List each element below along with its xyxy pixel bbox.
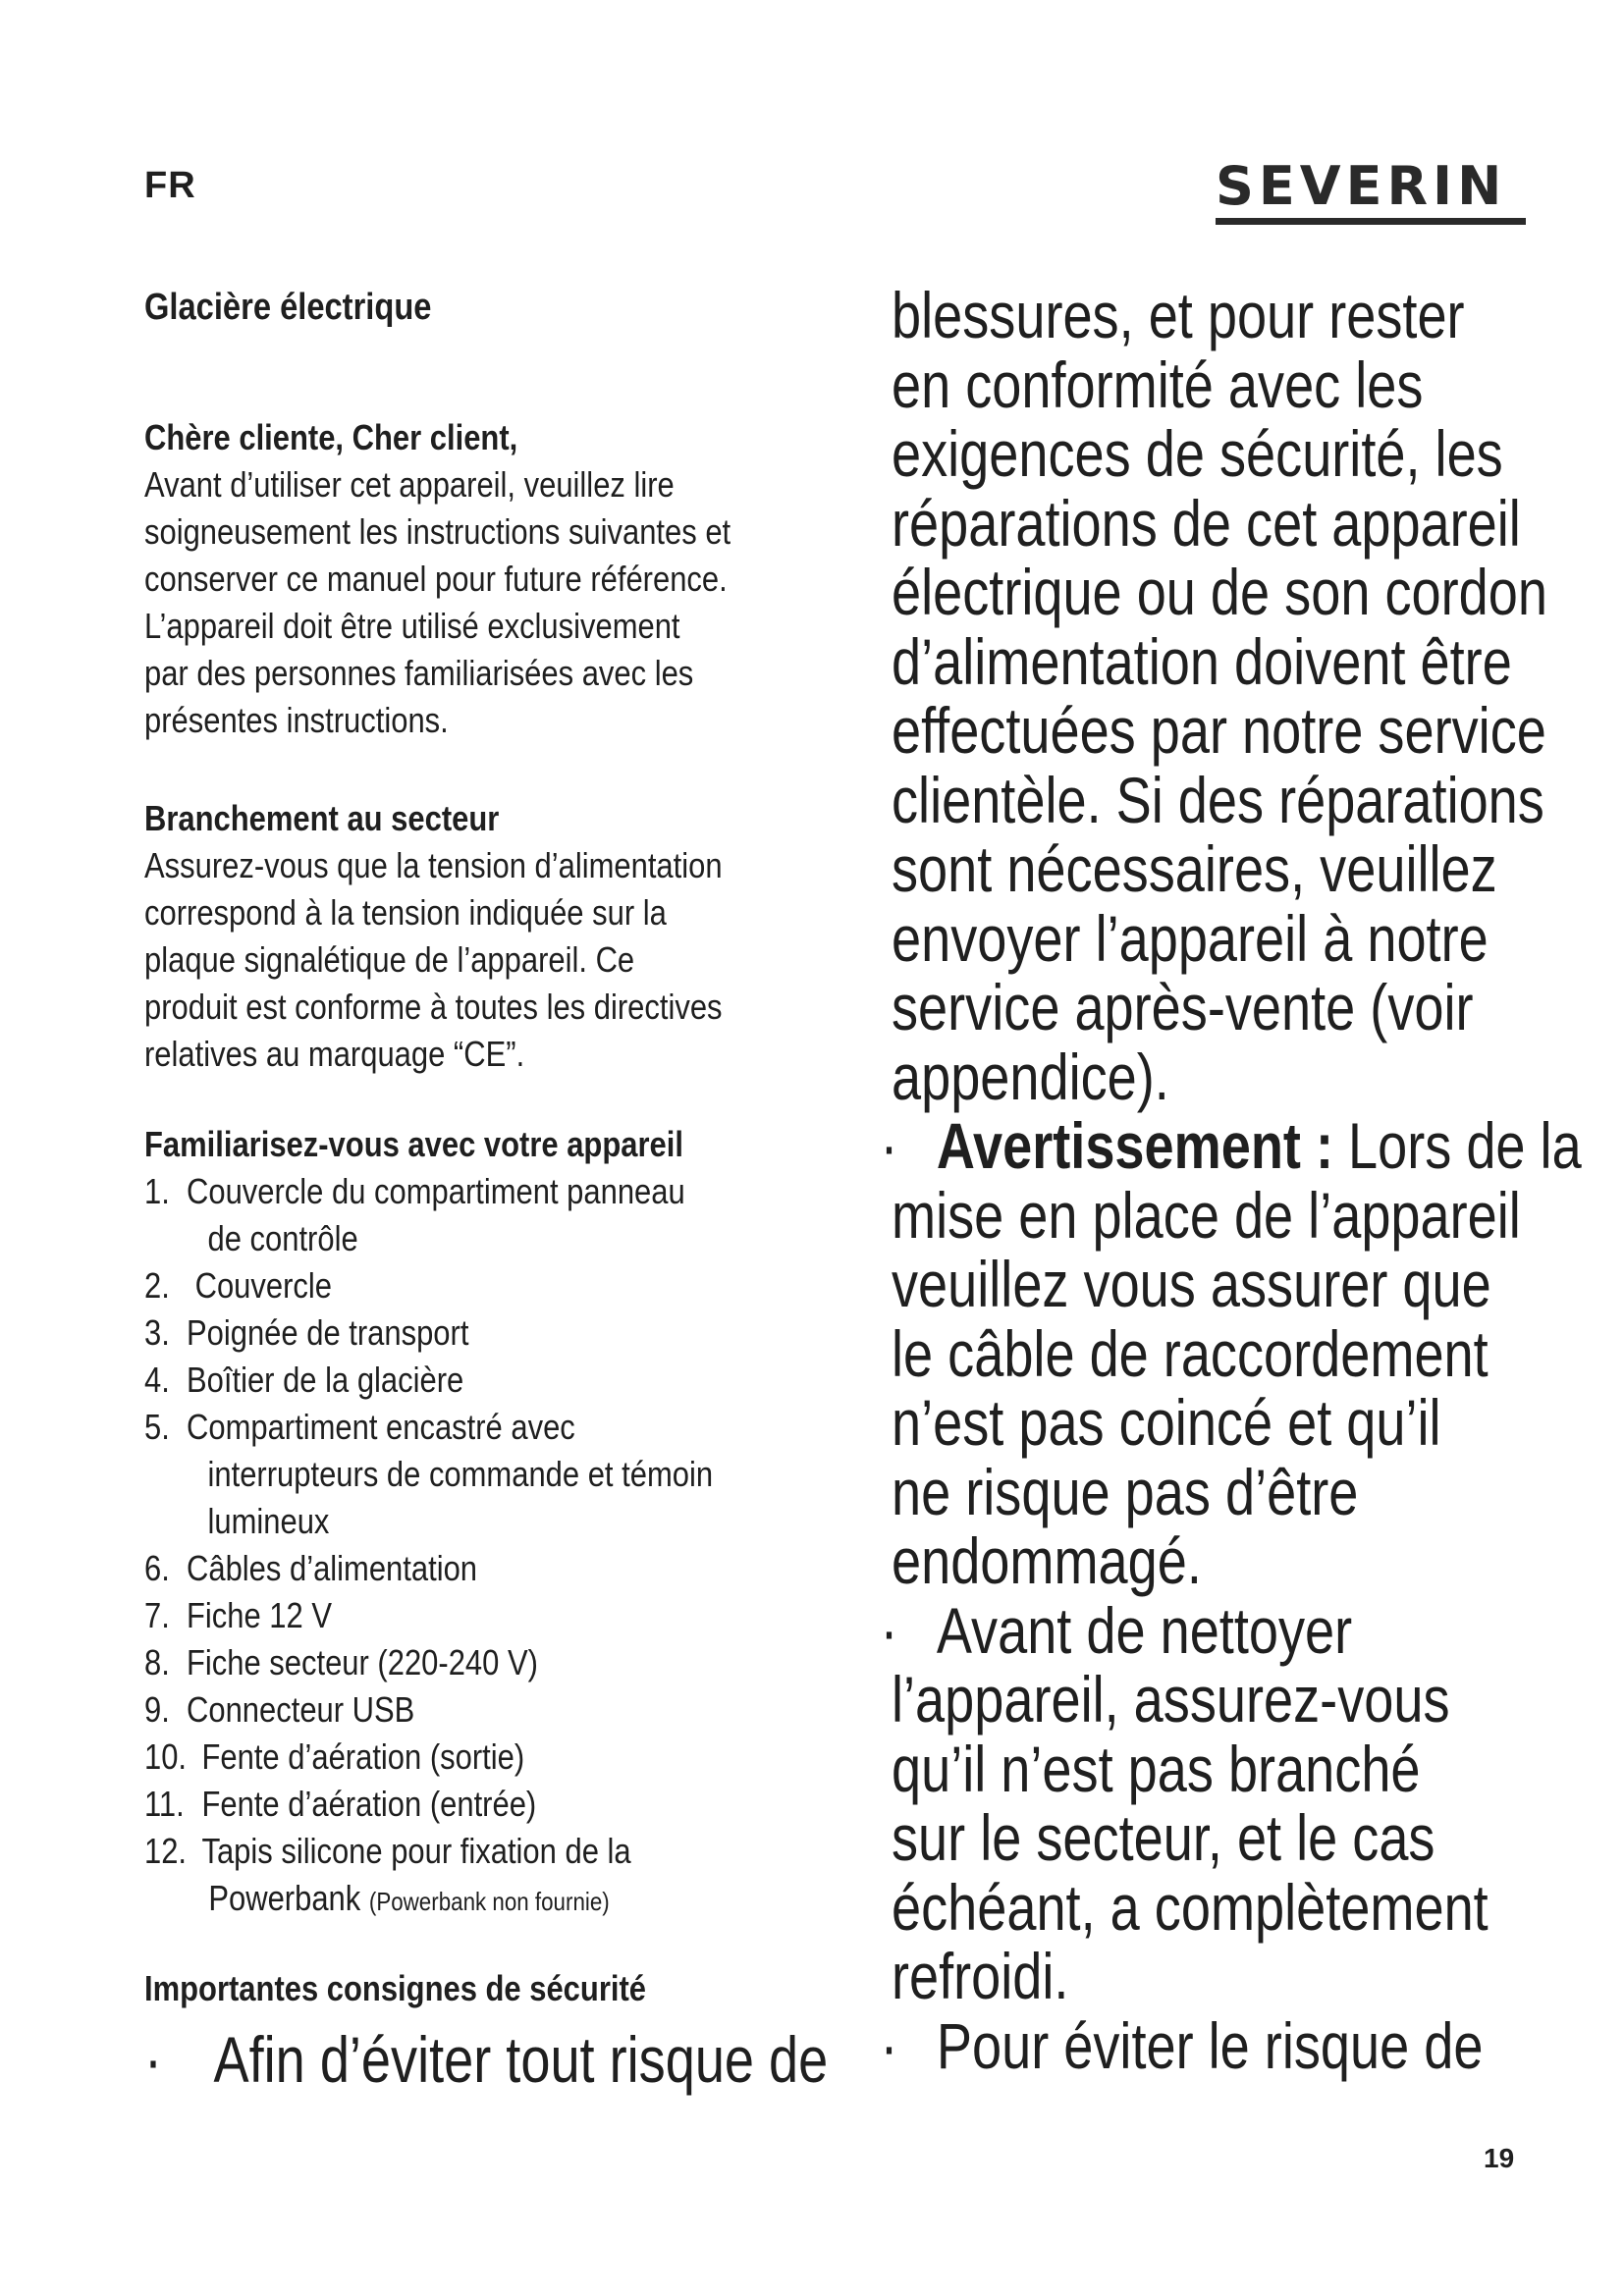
list-item [144,1639,713,1686]
right-line: blessures, et pour rester [892,279,1465,351]
list-number: 9. [144,1689,170,1730]
intro-line: L’appareil doit être utilisé exclusivement [144,606,680,646]
right-line: le câble de raccordement [892,1316,1489,1390]
page-number: 19 [1484,2143,1515,2173]
right-line: échéant, a complètement [892,1870,1489,1944]
list-number: 11. [144,1784,185,1824]
list-item [144,1404,713,1545]
list-item [144,1168,713,1262]
mains-line: correspond à la tension indiquée sur la [144,892,667,933]
intro-line: présentes instructions. [144,700,449,740]
intro-heading: Chère cliente, Cher client, [144,417,518,457]
list-text-powerbank: Powerbank [208,1878,361,1918]
warning-text: Lors de la [1332,1109,1582,1182]
list-number: 4. [144,1360,170,1400]
brand-logo: SEVERIN [1216,155,1507,217]
right-line: en conformité avec les [892,347,1424,421]
list-text-line: Compartiment encastré avec [187,1407,575,1447]
list-text [187,1404,713,1545]
list-text: Fiche 12 V [187,1595,333,1635]
warning-label: Avertissement : [936,1109,1333,1182]
mains-line: Assurez-vous que la tension d’alimentation [144,845,723,885]
page-title: Glacière électrique [144,287,432,328]
list-text-continuation: interrupteurs de commande et témoin [207,1454,714,1494]
list-number: 7. [144,1595,170,1635]
mains-heading: Branchement au secteur [144,798,500,838]
list-text: Connecteur USB [187,1689,415,1730]
list-number: 1. [144,1171,170,1211]
mains-line: relatives au marquage “CE”. [144,1034,525,1074]
list-item [144,1592,713,1639]
list-text-continuation: lumineux [207,1501,330,1541]
list-text: Fente d’aération (entrée) [201,1784,537,1824]
list-item [144,1545,713,1592]
mains-section [144,795,723,1078]
list-number: 12. [144,1831,188,1871]
right-line: veuillez vous assurer que [892,1248,1491,1320]
bullet-icon: · [880,1109,898,1182]
list-item [144,1686,713,1734]
list-text: Boîtier de la glacière [187,1360,464,1400]
list-text: Poignée de transport [187,1312,469,1353]
parts-heading: Familiarisez-vous avec votre appareil [144,1124,683,1164]
right-line: effectuées par notre service [892,694,1546,767]
list-text: Fente d’aération (sortie) [201,1736,525,1777]
clean-bullet [880,1593,1439,1667]
list-text-continuation [201,1875,630,1925]
list-text-continuation: de contrôle [207,1218,358,1258]
bullet-icon: · [880,2008,898,2082]
safety-section [144,1965,646,2012]
last-bullet [880,2008,1484,2082]
list-item [144,1734,713,1781]
right-line: ne risque pas d’être [892,1455,1359,1528]
safety-bullet-text: Afin d’éviter tout risque de [213,2023,829,2096]
safety-bullet-first [144,2020,828,2099]
list-text [201,1828,630,1925]
intro-line: soigneusement les instructions suivantes et [144,511,731,552]
mains-line: plaque signalétique de l’appareil. Ce [144,939,635,980]
right-line: refroidi. [892,1940,1069,2012]
right-line: mise en place de l’appareil [892,1178,1521,1252]
right-line: sur le secteur, et le cas [892,1801,1435,1874]
intro-line: Avant d’utiliser cet appareil, veuillez lire [144,464,675,505]
right-line: endommagé. [892,1524,1202,1597]
mains-line: produit est conforme à toutes les directives [144,987,723,1027]
right-line: exigences de sécurité, les [892,417,1503,490]
last-bullet-text: Pour éviter le risque de [936,2008,1484,2082]
list-number: 2. [144,1265,170,1306]
clean-text: Avant de nettoyer [936,1593,1353,1667]
list-number: 5. [144,1407,170,1447]
brand-logo-underline [1216,218,1526,225]
list-text: Couvercle [187,1265,332,1306]
list-text: Fiche secteur (220-240 V) [187,1642,538,1682]
bullet-icon: · [880,1593,898,1667]
right-line: envoyer l’appareil à notre [892,901,1489,975]
list-text-line: Tapis silicone pour fixation de la [201,1831,631,1871]
right-line: n’est pas coincé et qu’il [892,1386,1441,1459]
right-line: appendice). [892,1040,1169,1113]
list-text-note: (Powerbank non fournie) [368,1887,610,1916]
list-number: 3. [144,1312,170,1353]
right-line: d’alimentation doivent être [892,624,1512,698]
list-item [144,1357,713,1404]
left-column [144,285,752,2008]
parts-section [144,1121,713,1925]
right-column [880,279,1582,2082]
right-line: sont nécessaires, veuillez [892,832,1497,905]
bullet-icon: · [144,2023,163,2096]
right-line: service après-vente (voir [892,971,1474,1043]
list-item [144,1309,713,1357]
list-item [144,1828,713,1925]
list-item [144,1781,713,1828]
list-text-line: Couvercle du compartiment panneau [187,1171,685,1211]
list-text [187,1168,685,1262]
intro-line: par des personnes familiarisées avec les [144,653,694,693]
list-number: 8. [144,1642,170,1682]
warning-bullet [880,1109,1582,1182]
right-line: réparations de cet appareil [892,486,1521,560]
list-item [144,1262,713,1309]
right-line: qu’il n’est pas branché [892,1732,1421,1805]
list-text: Câbles d’alimentation [187,1548,478,1588]
list-number: 10. [144,1736,188,1777]
language-code: FR [144,165,196,206]
intro-section [144,414,731,744]
right-line: l’appareil, assurez-vous [892,1663,1450,1735]
right-line: électrique ou de son cordon [892,556,1547,628]
list-number: 6. [144,1548,170,1588]
safety-heading: Importantes consignes de sécurité [144,1968,647,2008]
right-line: clientèle. Si des réparations [892,763,1544,836]
intro-line: conserver ce manuel pour future référence. [144,559,728,599]
